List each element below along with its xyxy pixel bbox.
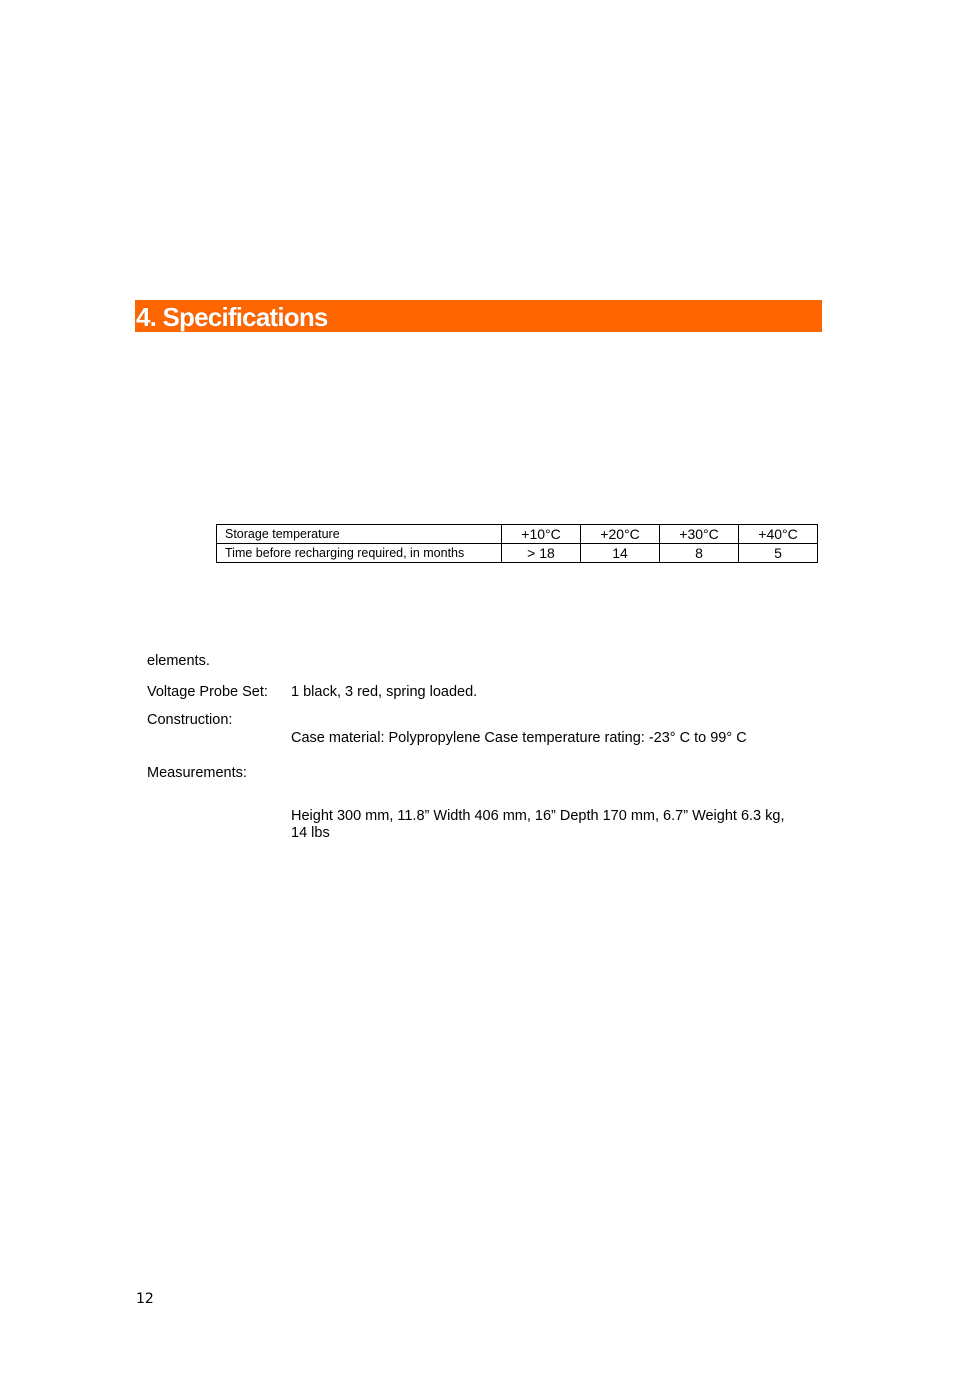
table-cell: > 18 <box>502 544 581 563</box>
table-row <box>217 544 818 563</box>
voltage-probe-label: Voltage Probe Set: <box>147 684 268 700</box>
construction-value: Case material: Polypropylene Case temperature rating: -23° C to 99° C <box>291 730 747 746</box>
section-heading: 4. Specifications <box>136 302 328 332</box>
table-cell: +10°C <box>502 525 581 544</box>
table-cell: 8 <box>660 544 739 563</box>
storage-recharge-table <box>216 524 818 563</box>
voltage-probe-value: 1 black, 3 red, spring loaded. <box>291 684 478 700</box>
table-row-label: Time before recharging required, in months <box>217 544 502 563</box>
elements-text: elements. <box>147 653 210 669</box>
construction-label: Construction: <box>147 712 233 728</box>
table-cell: 14 <box>581 544 660 563</box>
page-number: 12 <box>136 1291 154 1307</box>
table-cell: +30°C <box>660 525 739 544</box>
table-row <box>217 525 818 544</box>
measurements-label: Measurements: <box>147 765 247 781</box>
table-cell: 5 <box>739 544 818 563</box>
table-cell: +40°C <box>739 525 818 544</box>
table-row-label: Storage temperature <box>217 525 502 544</box>
measurements-value: Height 300 mm, 11.8” Width 406 mm, 16” Depth 170 mm, 6.7” Weight 6.3 kg, 14 lbs <box>291 808 785 841</box>
table-cell: +20°C <box>581 525 660 544</box>
